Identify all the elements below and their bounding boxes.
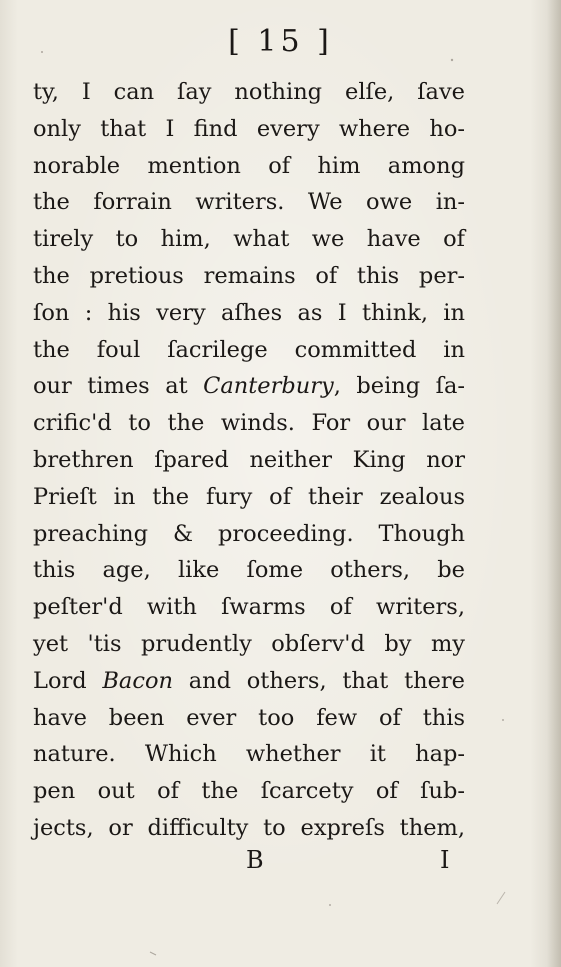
text-line: brethren ſpared neither King nor [33, 446, 465, 473]
text-line: jects, or difficulty to expreſs them, [33, 814, 465, 841]
person-name-bacon: Bacon [102, 667, 173, 694]
catchword: I [440, 846, 450, 874]
text-line: preaching & proceeding. Though [33, 520, 465, 547]
text-line: ſon : his very aſhes as I think, in [33, 299, 465, 326]
text-line: norable mention of him among [33, 152, 465, 179]
page-number: [ 15 ] [228, 24, 333, 59]
text-line: only that I find every where ho- [33, 115, 465, 142]
text-line: Prieſt in the fury of their zealous [33, 483, 465, 510]
text-line: tirely to him, what we have of [33, 226, 465, 253]
text-line: pen out of the ſcarcety of ſub- [33, 778, 465, 805]
page-footer [0, 840, 561, 880]
text-line: Lord Bacon and others, that there [33, 667, 465, 694]
text-line: have been ever too few of this [33, 704, 465, 731]
text-line: nature. Which whether it hap- [33, 741, 465, 768]
text-line: yet 'tis prudently obſerv'd by my [33, 630, 465, 657]
text-line: peſter'd with ſwarms of writers, [33, 594, 465, 621]
body-text [33, 74, 465, 847]
signature-mark: B [246, 846, 264, 874]
text-line: the foul ſacrilege committed in [33, 336, 465, 363]
text-line: ty, I can ſay nothing elſe, ſave [33, 79, 465, 105]
text-line: the forrain writers. We owe in- [33, 189, 465, 216]
text-line: our times at Canterbury, being ſa- [33, 373, 465, 400]
text-line: crific'd to the winds. For our late [33, 410, 465, 437]
text-line: this age, like ſome others, be [33, 557, 465, 584]
text-line: the pretious remains of this per- [33, 262, 465, 289]
place-name-canterbury: Canterbury [203, 373, 334, 400]
